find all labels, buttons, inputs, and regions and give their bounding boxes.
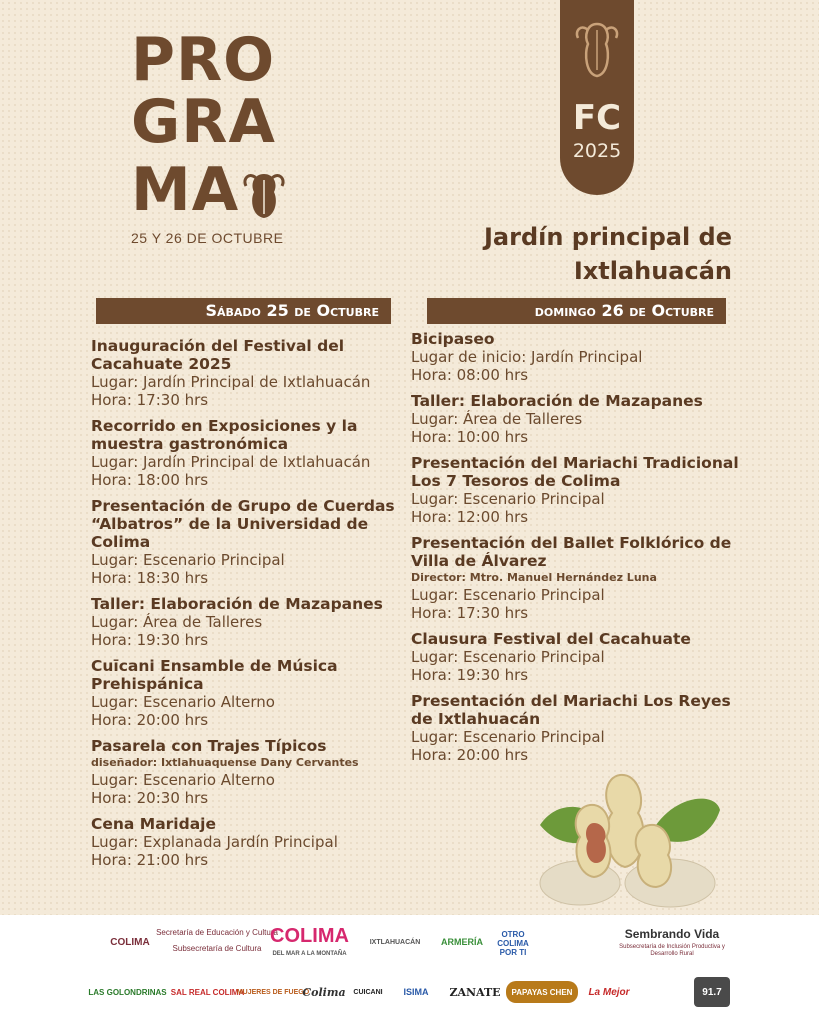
event-title: Clausura Festival del Cacahuate <box>411 630 691 648</box>
las-golondrinas-logo: LAS GOLONDRINAS <box>88 987 167 997</box>
colima-government-logo: COLIMA <box>110 936 150 948</box>
sembrando-vida-subtitle: Subsecretaría de Inclusión Productiva y Desarrollo Rural <box>619 944 725 957</box>
event-time: Hora: 18:00 hrs <box>91 471 209 489</box>
venue-title <box>420 220 732 288</box>
event-title: Pasarela con Trajes Típicos <box>91 737 327 755</box>
event-title: Presentación de Grupo de Cuerdas “Albatros” de la Universidad de Colima <box>91 497 395 551</box>
event-place: Lugar: Explanada Jardín Principal <box>91 833 338 851</box>
badge-year: 2025 <box>572 140 622 162</box>
event-title: Recorrido en Exposiciones y la muestra gastronómica <box>91 417 358 453</box>
event-time: Hora: 19:30 hrs <box>411 666 529 684</box>
zanate-logo: ZANATE <box>449 985 501 999</box>
event-place: Lugar: Área de Talleres <box>91 613 263 631</box>
fc-badge <box>560 0 634 195</box>
event-title: Taller: Elaboración de Mazapanes <box>411 392 703 410</box>
event-place: Lugar: Escenario Principal <box>411 648 605 666</box>
event-designer: diseñador: Ixtlahuaquense Dany Cervantes <box>91 756 359 769</box>
event-item <box>91 417 411 489</box>
event-place: Lugar: Escenario Principal <box>411 586 605 604</box>
colima-script-logo: Colima <box>302 985 346 999</box>
sunday-schedule <box>411 330 741 772</box>
event-director: Director: Mtro. Manuel Hernández Luna <box>411 571 657 584</box>
event-title: Presentación del Mariachi Tradicional Los 7 Tesoros de Colima <box>411 454 739 490</box>
event-item <box>411 534 741 622</box>
isima-logo: ISIMA <box>403 987 429 997</box>
festival-dates: 25 Y 26 DE OCTUBRE <box>131 230 284 246</box>
event-time: Hora: 20:00 hrs <box>411 746 529 764</box>
papayas-chen-logo: PAPAYAS CHEN <box>506 981 578 1003</box>
event-time: Hora: 17:30 hrs <box>91 391 209 409</box>
venue-line-2: Ixtlahuacán <box>573 257 732 285</box>
peanut-illustration <box>520 765 730 920</box>
peanut-logo-icon <box>572 18 622 82</box>
event-place: Lugar: Escenario Alterno <box>91 693 275 711</box>
event-place: Lugar: Jardín Principal de Ixtlahuacán <box>91 453 371 471</box>
title-line-2: GRA <box>131 87 276 157</box>
sal-real-logo: SAL REAL COLIMA <box>170 987 245 997</box>
sunday-header: domingo 26 de Octubre <box>427 298 726 324</box>
peanut-icon <box>240 168 288 229</box>
event-place: Lugar: Escenario Principal <box>411 490 605 508</box>
event-time: Hora: 20:00 hrs <box>91 711 209 729</box>
armeria-logo: ARMERÍA <box>441 937 483 947</box>
event-place: Lugar: Escenario Alterno <box>91 771 275 789</box>
event-time: Hora: 10:00 hrs <box>411 428 529 446</box>
event-item <box>91 595 411 649</box>
mujeres-de-fuego-logo: MUJERES DE FUEGO <box>236 988 310 996</box>
colima-slogan: DEL MAR A LA MONTAÑA <box>272 951 347 957</box>
event-title: Bicipaseo <box>411 330 495 348</box>
title-line-1: PRO <box>131 25 276 95</box>
event-item <box>91 337 411 409</box>
event-item <box>91 815 411 869</box>
otro-colima-logo: OTRO COLIMA POR TI <box>497 929 529 957</box>
event-place: Lugar de inicio: Jardín Principal <box>411 348 643 366</box>
event-time: Hora: 21:00 hrs <box>91 851 209 869</box>
event-item <box>411 454 741 526</box>
event-time: Hora: 12:00 hrs <box>411 508 529 526</box>
event-title: Presentación del Ballet Folklórico de Villa de Álvarez <box>411 534 732 570</box>
venue-line-1: Jardín principal de <box>483 223 732 251</box>
event-item <box>411 392 741 446</box>
ixtlahuacan-logo: IXTLAHUACÁN <box>369 938 421 946</box>
event-time: Hora: 17:30 hrs <box>411 604 529 622</box>
saturday-header: Sábado 25 de Octubre <box>96 298 391 324</box>
subsec-cultura-logo: Subsecretaría de Cultura <box>172 943 262 953</box>
badge-initials: FC <box>572 98 622 138</box>
event-item <box>411 630 741 684</box>
radio-917-logo: 91.7 <box>694 977 730 1007</box>
title-line-3: MA <box>131 155 240 225</box>
sembrando-vida-logo: Sembrando Vida <box>624 927 720 941</box>
colima-brand-logo: COLIMA <box>270 924 349 947</box>
event-place: Lugar: Escenario Principal <box>91 551 285 569</box>
event-title: Inauguración del Festival del Cacahuate 2025 <box>91 337 345 373</box>
cuicani-logo: CUICANI <box>353 988 383 996</box>
sec-cultura-logo: Secretaría de Educación y Cultura <box>156 927 278 937</box>
la-mejor-logo: La Mejor <box>588 986 630 998</box>
event-item <box>411 330 741 384</box>
event-title: Cena Maridaje <box>91 815 216 833</box>
event-title: Presentación del Mariachi Los Reyes de Ixtlahuacán <box>411 692 731 728</box>
event-item <box>91 737 411 807</box>
event-time: Hora: 18:30 hrs <box>91 569 209 587</box>
event-title: Taller: Elaboración de Mazapanes <box>91 595 383 613</box>
event-time: Hora: 20:30 hrs <box>91 789 209 807</box>
event-place: Lugar: Área de Talleres <box>411 410 583 428</box>
sponsor-footer <box>0 915 819 1024</box>
event-place: Lugar: Jardín Principal de Ixtlahuacán <box>91 373 371 391</box>
event-place: Lugar: Escenario Principal <box>411 728 605 746</box>
event-item <box>91 497 411 587</box>
saturday-schedule <box>91 337 411 877</box>
event-item <box>91 657 411 729</box>
event-title: Cuīcani Ensamble de Música Prehispánica <box>91 657 338 693</box>
event-item <box>411 692 741 764</box>
event-time: Hora: 19:30 hrs <box>91 631 209 649</box>
event-time: Hora: 08:00 hrs <box>411 366 529 384</box>
